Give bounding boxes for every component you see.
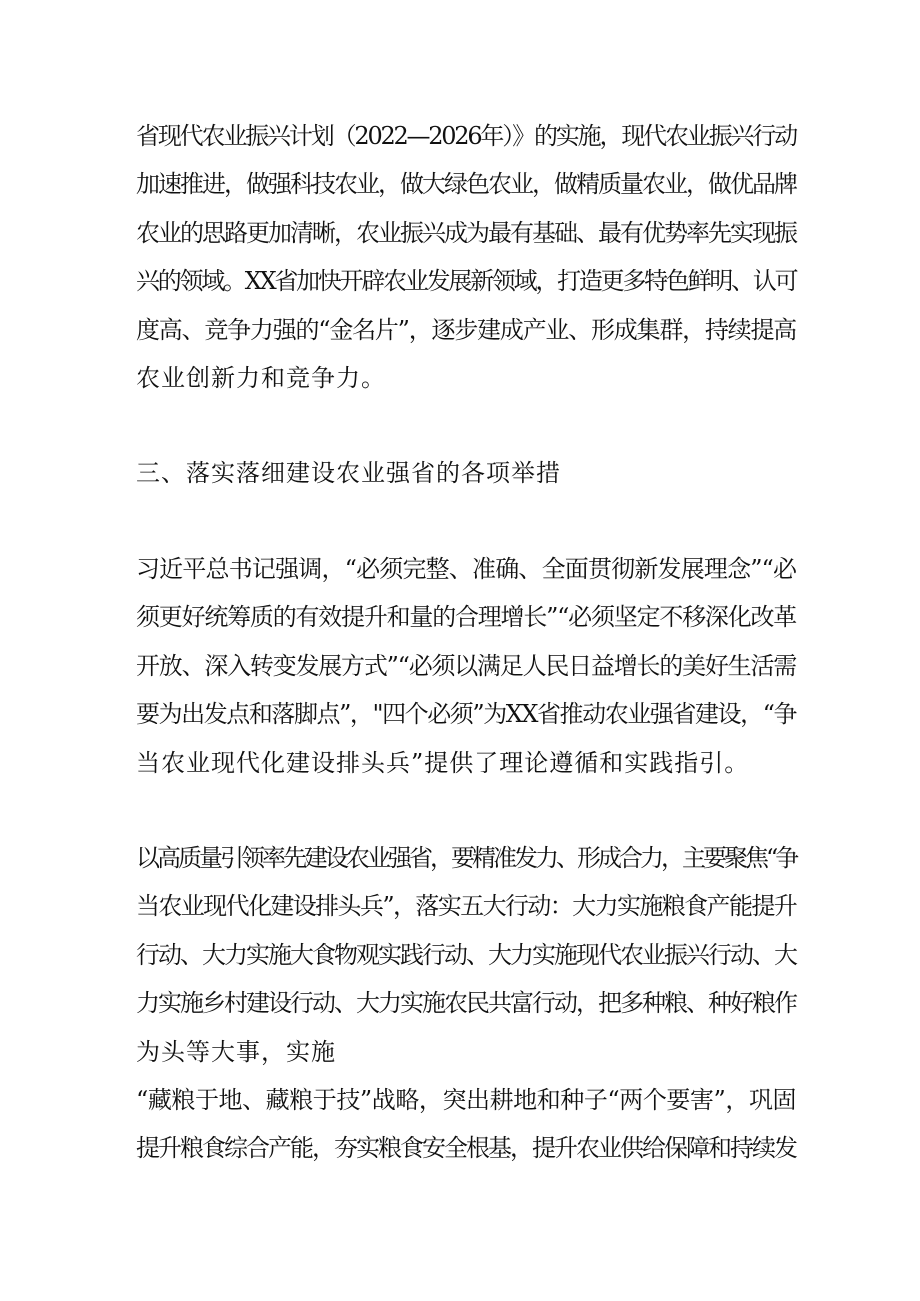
paragraph-3-line-3: 行动、大力实施大食物观实践行动、大力实施现代农业振兴行动、大 [136, 941, 796, 969]
paragraph-1-line-2: 加速推进，做强科技农业，做大绿色农业，做精质量农业，做优品牌 [136, 170, 796, 198]
paragraph-2-line-4: 要为出发点和落脚点”，"四个必须”为XX省推动农业强省建设，“争 [136, 700, 796, 728]
paragraph-3-line-2: 当农业现代化建设排头兵”，落实五大行动：大力实施粮食产能提升 [136, 892, 796, 920]
paragraph-1-line-4: 兴的领域。XX省加快开辟农业发展新领域，打造更多特色鲜明、认可 [136, 267, 797, 295]
section-heading-3: 三、落实落细建设农业强省的各项举措 [136, 459, 561, 487]
paragraph-3-line-5: 为头等大事，实施 [136, 1038, 336, 1066]
paragraph-3-line-7: 提升粮食综合产能，夯实粮食安全根基，提升农业供给保障和持续发 [136, 1134, 796, 1162]
paragraph-2-line-5: 当农业现代化建设排头兵”提供了理论遵循和实践指引。 [136, 749, 750, 777]
paragraph-2-line-2: 须更好统筹质的有效提升和量的合理增长”“必须坚定不移深化改革 [136, 603, 796, 631]
paragraph-1-line-1: 省现代农业振兴计划（2022—2026年）》的实施，现代农业振兴行动 [136, 122, 796, 150]
paragraph-1-line-5: 度高、竞争力强的“金名片”，逐步建成产业、形成集群，持续提高 [136, 316, 796, 344]
paragraph-1-line-6: 农业创新力和竞争力。 [136, 364, 386, 392]
paragraph-3-line-1: 以高质量引领率先建设农业强省，要精准发力、形成合力，主要聚焦“争 [136, 844, 797, 872]
paragraph-1-line-3: 农业的思路更加清晰，农业振兴成为最有基础、最有优势率先实现振 [136, 219, 796, 247]
paragraph-2-line-1: 习近平总书记强调，“必须完整、准确、全面贯彻新发展理念”“必 [136, 555, 796, 583]
paragraph-3-line-6: “藏粮于地、藏粮于技”战略，突出耕地和种子“两个要害”，巩固 [136, 1086, 796, 1114]
paragraph-3-line-4: 力实施乡村建设行动、大力实施农民共富行动，把多种粮、种好粮作 [136, 989, 796, 1017]
paragraph-2-line-3: 开放、深入转变发展方式”“必须以满足人民日益增长的美好生活需 [136, 652, 796, 680]
